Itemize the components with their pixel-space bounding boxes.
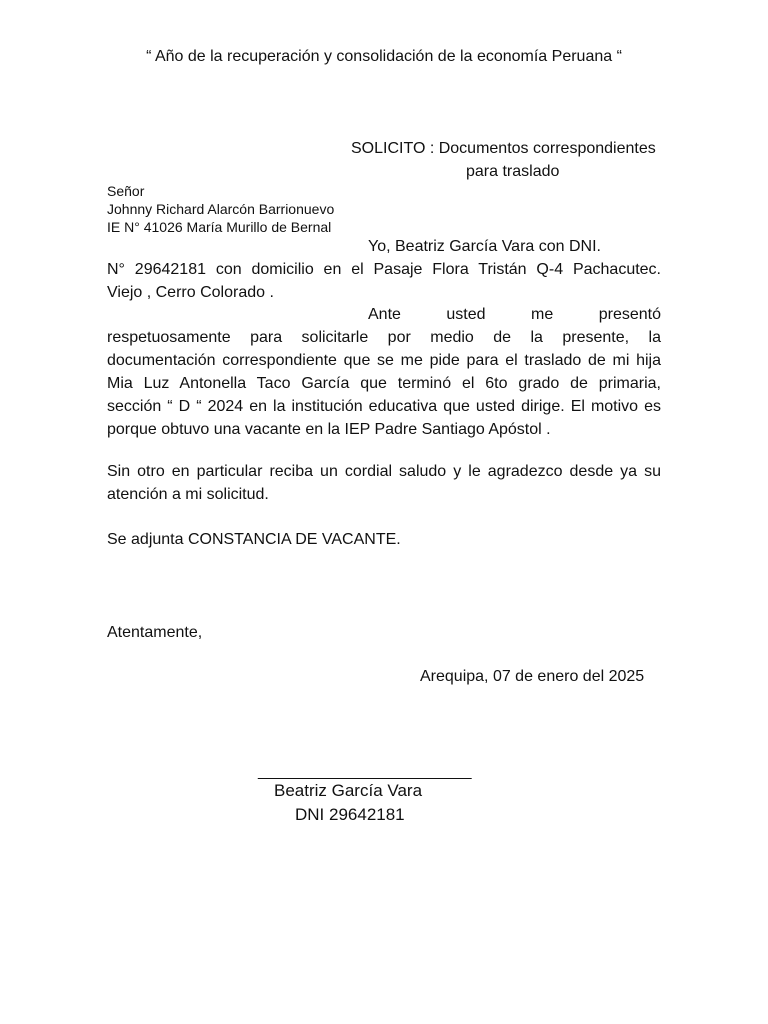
paragraph-line: respetuosamente para solicitarle por medio de la presente, la <box>107 329 661 346</box>
addressee-salutation: Señor <box>107 183 145 199</box>
motto-header: “ Año de la recuperación y consolidación de la economía Peruana “ <box>146 48 622 65</box>
addressee-name: Johnny Richard Alarcón Barrionuevo <box>107 201 335 217</box>
addressee-institution: IE N° 41026 María Murillo de Bernal <box>107 219 332 235</box>
paragraph-line: Ante usted me presentó <box>368 306 661 323</box>
attachment-note: Se adjunta CONSTANCIA DE VACANTE. <box>107 531 401 548</box>
paragraph-line: atención a mi solicitud. <box>107 486 269 503</box>
solicito-line-1: SOLICITO : Documentos correspondientes <box>351 140 656 157</box>
paragraph-line: Sin otro en particular reciba un cordial saludo y le agradezco desde ya su <box>107 463 661 480</box>
solicito-line-2: para traslado <box>466 163 560 180</box>
paragraph-line: porque obtuvo una vacante en la IEP Padre Santiago Apóstol . <box>107 421 551 438</box>
signature-line: ________________________ <box>258 763 472 780</box>
paragraph-line: documentación correspondiente que se me pide para el traslado de mi hija <box>107 352 661 369</box>
paragraph-line: N° 29642181 con domicilio en el Pasaje Flora Tristán Q-4 Pachacutec. <box>107 261 661 278</box>
signature-dni: DNI 29642181 <box>295 805 405 824</box>
paragraph-line: sección “ D “ 2024 en la institución educativa que usted dirige. El motivo es <box>107 398 661 415</box>
closing-text: Atentamente, <box>107 624 203 641</box>
place-date: Arequipa, 07 de enero del 2025 <box>420 668 645 685</box>
paragraph-line: Viejo , Cerro Colorado . <box>107 284 274 301</box>
signature-name: Beatriz García Vara <box>274 781 423 800</box>
paragraph-request <box>107 303 661 441</box>
paragraph-greeting <box>107 460 661 506</box>
addressee-block <box>107 182 334 236</box>
paragraph-line: Mia Luz Antonella Taco García que terminó el 6to grado de primaria, <box>107 375 661 392</box>
paragraph-line: Yo, Beatriz García Vara con DNI. <box>368 238 601 255</box>
paragraph-intro <box>107 235 661 304</box>
